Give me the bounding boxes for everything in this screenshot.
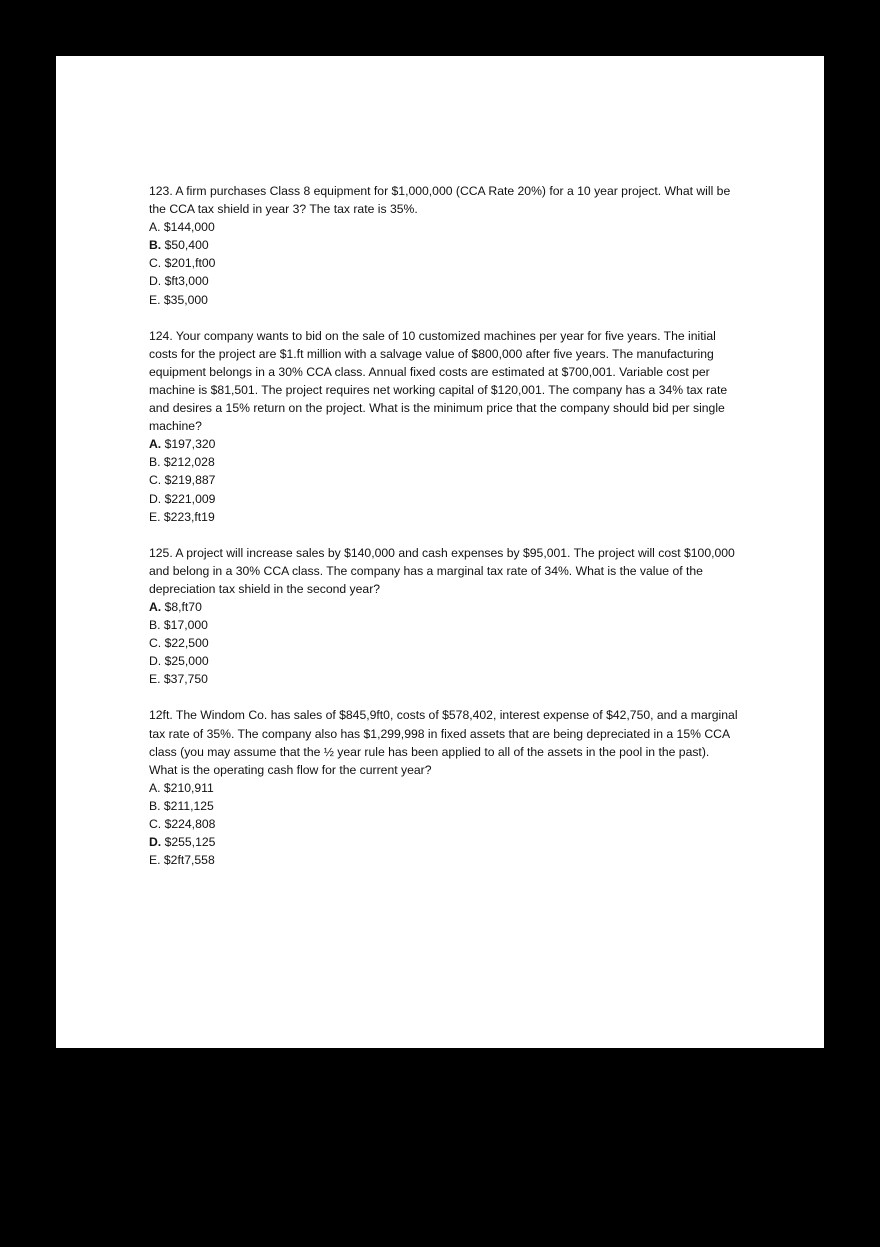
answer-option: [149, 815, 739, 833]
option-letter: D.: [149, 274, 162, 289]
option-value: $25,000: [161, 654, 209, 669]
question-block: [149, 544, 739, 689]
answer-option: [149, 272, 739, 290]
option-letter: D.: [149, 654, 162, 669]
answer-option: [149, 218, 739, 236]
option-value: $219,887: [161, 473, 216, 488]
option-letter: B.: [149, 455, 161, 470]
document-page: [56, 56, 824, 1048]
option-value: $144,000: [160, 220, 215, 235]
option-letter: E.: [149, 292, 161, 307]
option-letter: C.: [149, 817, 162, 831]
answer-option: [149, 490, 739, 508]
answer-option: [149, 833, 739, 851]
answer-option: [149, 453, 739, 471]
page-content: [149, 182, 739, 887]
answer-option: [149, 508, 739, 526]
answer-option: [149, 598, 739, 616]
answer-option: [149, 634, 739, 652]
option-value: $8,ft70: [161, 599, 202, 614]
option-value: $210,911: [160, 780, 214, 795]
option-letter: A.: [149, 599, 162, 614]
answer-option: [149, 291, 739, 309]
answer-option: [149, 779, 739, 797]
question-block: [149, 182, 739, 309]
option-letter: B.: [149, 238, 162, 253]
option-value: $224,808: [161, 817, 216, 831]
option-letter: B.: [149, 618, 161, 633]
option-value: $ft3,000: [161, 274, 209, 289]
option-value: $212,028: [160, 455, 215, 470]
answer-option: [149, 236, 739, 254]
option-value: $35,000: [160, 292, 208, 307]
option-letter: C.: [149, 256, 162, 271]
question-text: 125. A project will increase sales by $140,000 and cash expenses by $95,001. The project will cost $100,000 and belong in a 30% CCA class. The company has a marginal tax rate of 34%. What is the value of the depreciation tax shield in the second year?: [149, 545, 735, 596]
option-letter: A.: [149, 220, 161, 235]
question-text: 12ft. The Windom Co. has sales of $845,9ft0, costs of $578,402, interest expense of $42,750, and a marginal tax rate of 35%. The company also has $1,299,998 in fixed assets that are being depreciated in a 15% CCA class (you may assume that the ½ year rule has been applied to all of the assets in the pool in the past). What is the operating cash flow for the current year?: [149, 708, 738, 777]
answer-option: [149, 435, 739, 453]
option-value: $211,125: [160, 798, 214, 813]
option-value: $201,ft00: [161, 256, 216, 271]
option-value: $50,400: [161, 238, 209, 253]
answer-option: [149, 652, 739, 670]
option-value: $197,320: [161, 437, 216, 452]
option-value: $22,500: [161, 636, 209, 651]
option-letter: B.: [149, 798, 161, 813]
answer-option: [149, 797, 739, 815]
option-letter: C.: [149, 636, 162, 651]
option-letter: E.: [149, 672, 161, 687]
option-letter: C.: [149, 473, 162, 488]
option-letter: A.: [149, 437, 162, 452]
answer-option: [149, 254, 739, 272]
option-letter: E.: [149, 509, 161, 524]
option-value: $17,000: [160, 618, 208, 633]
option-value: $223,ft19: [160, 509, 215, 524]
option-value: $2ft7,558: [160, 853, 215, 868]
option-letter: A.: [149, 780, 161, 795]
option-value: $255,125: [161, 835, 216, 850]
question-block: [149, 327, 739, 526]
option-letter: E.: [149, 853, 161, 868]
option-value: $37,750: [160, 672, 208, 687]
question-text: 123. A firm purchases Class 8 equipment for $1,000,000 (CCA Rate 20%) for a 10 year project. What will be the CCA tax shield in year 3? The tax rate is 35%.: [149, 184, 731, 217]
question-block: [149, 706, 739, 869]
option-letter: D.: [149, 835, 162, 850]
answer-option: [149, 851, 739, 869]
question-text: 124. Your company wants to bid on the sale of 10 customized machines per year for five years. The initial costs for the project are $1.ft million with a salvage value of $800,000 after five years. The manufacturing equipment belongs in a 30% CCA class. Annual fixed costs are estimated at $700,001. Variable cost per machine is $81,501. The project requires net working capital of $120,001. The company has a 34% tax rate and desires a 15% return on the project. What is the minimum price that the company should bid per single machine?: [149, 328, 728, 434]
answer-option: [149, 616, 739, 634]
option-value: $221,009: [161, 491, 216, 506]
option-letter: D.: [149, 491, 162, 506]
answer-option: [149, 471, 739, 489]
answer-option: [149, 670, 739, 688]
